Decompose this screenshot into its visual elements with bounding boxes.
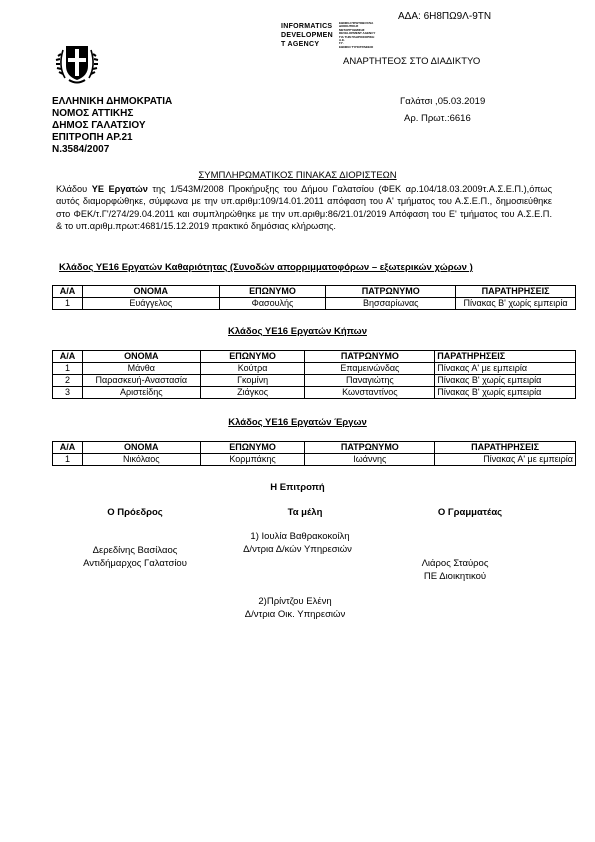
- document-title: ΣΥΜΠΛΗΡΩΜΑΤΙΚΟΣ ΠΙΝΑΚΑΣ ΔΙΟΡΙΣΤΕΩΝ: [198, 170, 397, 181]
- section-title-works: Κλάδος ΥΕ16 Εργατών Έργων: [228, 417, 367, 428]
- cell-notes: Πίνακας Β' χωρίς εμπειρία: [435, 375, 576, 387]
- table-row: [53, 298, 576, 310]
- secretary-name: Λιάρος Σταύρος: [421, 558, 489, 569]
- col-header-surname: ΕΠΩΝΥΜΟ: [200, 442, 305, 454]
- ida-logo-line-2: DEVELOPMEN: [281, 32, 334, 39]
- header-committee: ΕΠΙΤΡΟΠΗ ΑΡ.21: [52, 132, 133, 143]
- ida-fineprint-5: ΓΙΑ ΤΗΝ ΠΛΗΡΟΦΟΡΙΚΗ: [339, 34, 375, 39]
- col-header-name: ΟΝΟΜΑ: [82, 442, 200, 454]
- col-header-surname: ΕΠΩΝΥΜΟ: [200, 351, 305, 363]
- cell-surname: Φασουλής: [219, 298, 326, 310]
- intro-prefix: Κλάδου: [56, 184, 92, 194]
- table-row: [53, 387, 576, 399]
- col-header-patronymic: ΠΑΤΡΩΝΥΜΟ: [305, 351, 435, 363]
- ida-fineprint-7: Γ.Γ.: [339, 41, 344, 46]
- section-title-gardens: Κλάδος ΥΕ16 Εργατών Κήπων: [228, 326, 367, 337]
- place-date: Γαλάτσι ,05.03.2019: [400, 96, 486, 107]
- ida-fineprint-1: ΕΘΝΙΚΗ ΠΡΩΤΟΒΟΥΛΙΑ: [339, 21, 374, 25]
- authority-header: [52, 96, 172, 156]
- cell-aa: 2: [53, 375, 83, 387]
- cell-aa: 1: [53, 454, 83, 466]
- cell-name: Παρασκευή-Αναστασία: [82, 375, 200, 387]
- col-header-name: ΟΝΟΜΑ: [82, 286, 219, 298]
- table-gardens: [52, 350, 576, 399]
- president-role: Αντιδήμαρχος Γαλατσίου: [83, 558, 187, 569]
- col-header-aa: Α/Α: [53, 442, 83, 454]
- cell-notes: Πίνακας Β' χωρίς εμπειρία: [456, 298, 576, 310]
- cell-aa: 1: [53, 363, 83, 375]
- header-municipality: ΔΗΜΟΣ ΓΑΛΑΤΣΙΟΥ: [52, 120, 146, 131]
- table-row: [53, 454, 576, 466]
- section-title-cleaning: Κλάδος ΥΕ16 Εργατών Καθαριότητας (Συνοδών απορριμματοφόρων – εξωτερικών χώρων ): [59, 262, 473, 273]
- col-header-patronymic: ΠΑΤΡΩΝΥΜΟ: [326, 286, 456, 298]
- cell-surname: Ζιάγκος: [200, 387, 305, 399]
- secretary-role: ΠΕ Διοικητικού: [423, 571, 487, 582]
- col-header-notes: ΠΑΡΑΤΗΡΗΣΕΙΣ: [435, 442, 576, 454]
- secretary-title: Ο Γραμματέας: [437, 507, 503, 518]
- cell-notes: Πίνακας Β' χωρίς εμπειρία: [435, 387, 576, 399]
- member-2-name: 2)Πρίντζου Ελένη: [258, 596, 332, 607]
- col-header-patronymic: ΠΑΤΡΩΝΥΜΟ: [305, 442, 435, 454]
- ida-fineprint-2: ΔΙΟΙΚΗΤΙΚΗΣ: [339, 24, 359, 29]
- cell-surname: Γκομίνη: [200, 375, 305, 387]
- table-header-row: [53, 286, 576, 298]
- cell-patronymic: Κωνσταντίνος: [305, 387, 435, 399]
- header-law: Ν.3584/2007: [52, 144, 110, 155]
- table-row: [53, 375, 576, 387]
- col-header-aa: Α/Α: [53, 351, 83, 363]
- members-title: Τα μέλη: [287, 507, 323, 518]
- ida-logo-line-1: INFORMATICS: [281, 23, 333, 30]
- cell-notes: Πίνακας Α' με εμπειρία: [435, 454, 576, 466]
- member-1-name: 1) Ιουλία Βαθρακοκοίλη: [250, 531, 350, 542]
- cell-patronymic: Επαμεινώνδας: [305, 363, 435, 375]
- header-republic: ΕΛΛΗΝΙΚΗ ΔΗΜΟΚΡΑΤΙΑ: [52, 96, 173, 107]
- member-2-role: Δ/ντρια Οικ. Υπηρεσιών: [244, 609, 346, 620]
- col-header-surname: ΕΠΩΝΥΜΟ: [219, 286, 326, 298]
- intro-branch: ΥΕ Εργατών: [91, 184, 148, 194]
- table-row: [53, 363, 576, 375]
- col-header-aa: Α/Α: [53, 286, 83, 298]
- col-header-notes: ΠΑΡΑΤΗΡΗΣΕΙΣ: [435, 351, 576, 363]
- ida-fineprint-8: ΕΘΝΙΚΟ ΤΥΠΟΓΡΑΦΕΙΟ: [339, 44, 374, 49]
- cell-name: Αριστείδης: [82, 387, 200, 399]
- posting-note: ΑΝΑΡΤΗΤΕΟΣ ΣΤΟ ΔΙΑΔΙΚΤΥΟ: [343, 56, 481, 67]
- ida-logo-fineprint: [339, 22, 389, 49]
- cell-aa: 1: [53, 298, 83, 310]
- header-prefecture: ΝΟΜΟΣ ΑΤΤΙΚΗΣ: [52, 108, 134, 119]
- table-cleaning: [52, 285, 576, 310]
- ida-fineprint-6: Α.Ε.: [339, 38, 345, 43]
- intro-body: της 1/543Μ/2008 Προκήρυξης του Δήμου Γαλατσίου (ΦΕΚ αρ.104/18.03.2009τ.Α.Σ.Ε.Π.),όπως αυτός διαμορφώθηκε, σύμφωνα με την υπ.αριθμ:109/14.01.2011 απόφαση του Α' τμήματος του Α.Σ.Ε.Π., δημοσιεύθηκε στο ΦΕΚ/τ.Γ'/274/29.04.2011 και συμπληρώθηκε με την υπ.αριθμ:86/21.01/2019 Απόφαση του Ε' τμήματος του Α.Σ.Ε.Π. & το υπ.αριθμ.πρωτ:4681/15.12.2019 πρακτικό δημόσιας κλήρωσης.: [56, 184, 552, 231]
- protocol-number: Αρ. Πρωτ.:6616: [404, 113, 471, 124]
- cell-name: Νικόλαος: [82, 454, 200, 466]
- cell-aa: 3: [53, 387, 83, 399]
- cell-notes: Πίνακας Α' με εμπειρία: [435, 363, 576, 375]
- cell-surname: Κούτρα: [200, 363, 305, 375]
- intro-paragraph: [56, 183, 552, 232]
- ada-code: ΑΔΑ: 6Η8ΠΩ9Λ-9ΤΝ: [398, 11, 492, 22]
- president-title: Ο Πρόεδρος: [107, 507, 163, 518]
- ida-fineprint-4: DEVELOPMENT AGENCY: [339, 31, 376, 36]
- table-header-row: [53, 351, 576, 363]
- cell-name: Ευάγγελος: [82, 298, 219, 310]
- cell-name: Μάνθα: [82, 363, 200, 375]
- committee-heading: Η Επιτροπή: [270, 482, 325, 493]
- cell-surname: Κορμπάκης: [200, 454, 305, 466]
- member-1-role: Δ/ντρια Δ/κών Υπηρεσιών: [243, 544, 352, 555]
- ida-logo-line-3: T AGENCY: [281, 41, 320, 48]
- ida-logo-text: [281, 22, 341, 49]
- table-header-row: [53, 442, 576, 454]
- table-works: [52, 441, 576, 466]
- col-header-name: ΟΝΟΜΑ: [82, 351, 200, 363]
- president-name: Δερεδίνης Βασίλαος: [92, 545, 178, 556]
- cell-patronymic: Ιωάννης: [305, 454, 435, 466]
- ida-fineprint-3: ΜΕΤΑΡΡΥΘΜΙΣΗΣ: [339, 27, 365, 32]
- greek-emblem-icon: [55, 38, 99, 86]
- cell-patronymic: Παναγιώτης: [305, 375, 435, 387]
- col-header-notes: ΠΑΡΑΤΗΡΗΣΕΙΣ: [456, 286, 576, 298]
- cell-patronymic: Βησσαρίωνας: [326, 298, 456, 310]
